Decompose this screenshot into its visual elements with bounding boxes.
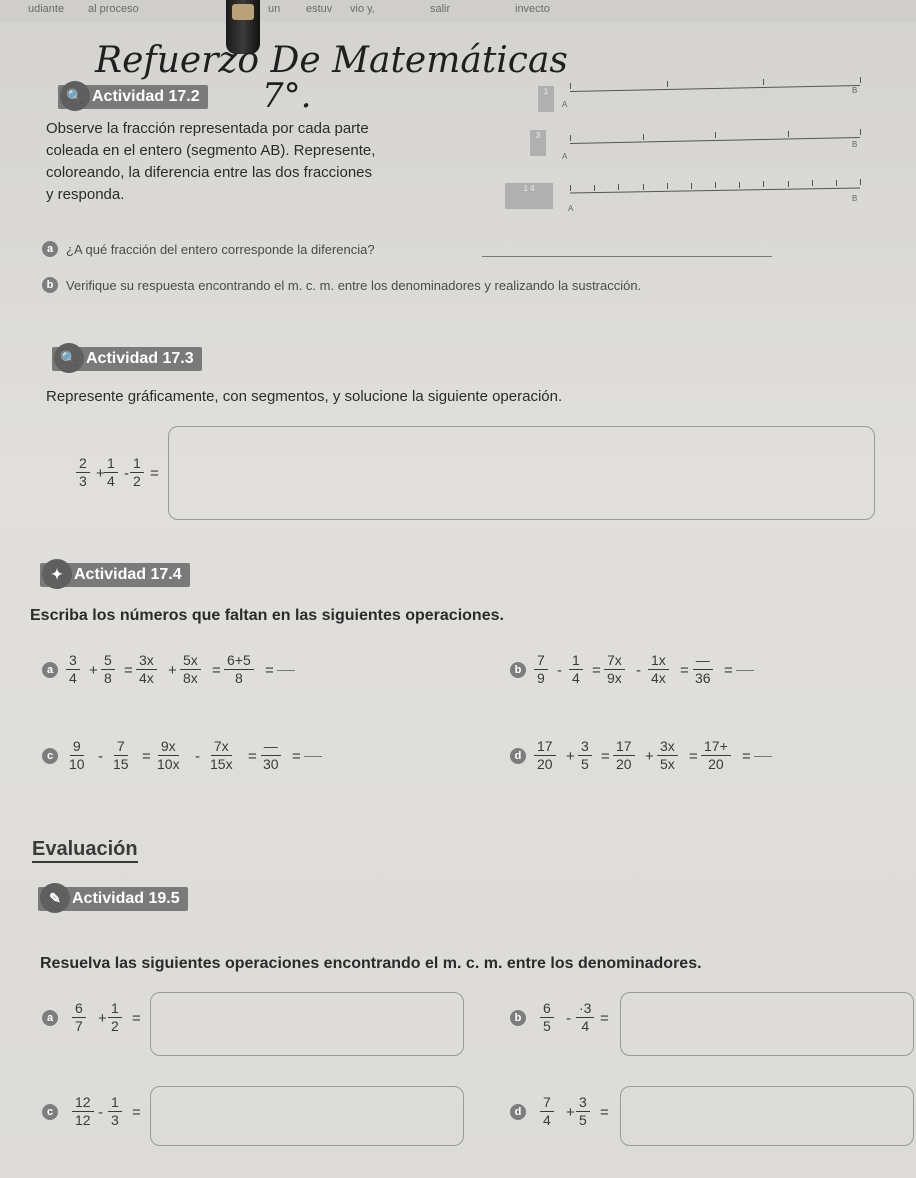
- answer-box-d[interactable]: [620, 1086, 914, 1146]
- operator: +: [89, 662, 98, 679]
- activity-badge-17-2: [58, 85, 208, 109]
- handwritten-title: Refuerzo De Matemáticas: [95, 40, 568, 81]
- segment-ab-2: [570, 137, 860, 144]
- fraction: [569, 652, 583, 687]
- strip-text: un: [268, 3, 281, 15]
- segment-tick: [860, 179, 861, 185]
- instruction-17-3: Represente gráficamente, con segmentos, y solucione la siguiente operación.: [46, 388, 563, 405]
- operator: +: [645, 748, 654, 765]
- segment-tick: [570, 185, 571, 191]
- answer-box-b[interactable]: [620, 992, 914, 1056]
- denominator: 36: [695, 670, 711, 686]
- denominator: 9: [537, 670, 545, 686]
- denominator: 4: [543, 1112, 551, 1128]
- answer-box-a[interactable]: [150, 992, 464, 1056]
- fraction: [66, 738, 88, 773]
- pencil-icon: ✎: [40, 883, 70, 913]
- denominator: 8: [104, 670, 112, 686]
- instruction-line: Observe la fracción representada por cada parte: [46, 120, 369, 137]
- denominator: 3: [111, 1112, 119, 1128]
- segment-tick: [594, 185, 595, 191]
- fraction: [108, 1000, 122, 1035]
- operator: -: [636, 662, 641, 679]
- operator: =: [680, 662, 689, 679]
- numerator: ·3: [576, 1000, 594, 1018]
- operator: =: [212, 662, 221, 679]
- segment-tick: [739, 182, 740, 188]
- denominator: 5: [581, 756, 589, 772]
- segment-tick: [715, 132, 716, 138]
- fraction: [104, 455, 118, 490]
- instruction-line: coloreando, la diferencia entre las dos fracciones: [46, 164, 373, 181]
- point-a-label: A: [562, 100, 568, 109]
- previous-page-strip: [0, 0, 916, 22]
- badge-label: Actividad 17.3: [86, 350, 194, 367]
- operator: =: [689, 748, 698, 765]
- operator: =: [592, 662, 601, 679]
- operator: -: [124, 465, 129, 482]
- operator: =: [265, 662, 274, 679]
- operator: +: [96, 465, 105, 482]
- point-a-label: A: [568, 204, 574, 213]
- numerator: 17+: [701, 738, 731, 756]
- numerator: 3: [576, 1094, 590, 1112]
- denominator: 9x: [607, 670, 622, 686]
- numerator: —: [693, 652, 713, 670]
- denominator: 15: [113, 756, 129, 772]
- segment-tick: [763, 79, 764, 85]
- mini-num: 1: [543, 87, 549, 96]
- denominator: 10: [69, 756, 85, 772]
- instruction-line: y responda.: [46, 186, 125, 203]
- item-letter-c: c: [42, 1104, 58, 1120]
- denominator: 4x: [139, 670, 154, 686]
- fraction: [110, 738, 132, 773]
- segment-tick: [691, 183, 692, 189]
- numerator: 7: [534, 652, 548, 670]
- answer-blank[interactable]: [304, 756, 322, 757]
- segment-tick: [618, 184, 619, 190]
- evaluacion-heading: Evaluación: [32, 838, 138, 863]
- denominator: 4x: [651, 670, 666, 686]
- denominator: 2: [111, 1018, 119, 1034]
- numerator: 9: [70, 738, 84, 756]
- segment-tick: [763, 181, 764, 187]
- numerator: 1: [569, 652, 583, 670]
- strip-text: salir: [430, 3, 451, 15]
- numerator: 6: [72, 1000, 86, 1018]
- segment-tick: [715, 182, 716, 188]
- numerator: 1: [104, 455, 118, 473]
- item-letter-c: c: [42, 748, 58, 764]
- fraction: [108, 1094, 122, 1129]
- segment-ab-3: [570, 187, 860, 193]
- denominator: 5: [579, 1112, 587, 1128]
- fraction: [576, 1094, 590, 1129]
- denominator: 7: [75, 1018, 83, 1034]
- operator: =: [292, 748, 301, 765]
- strip-text: udiante: [28, 3, 65, 15]
- operator: =: [600, 1104, 609, 1121]
- segment-tick: [667, 81, 668, 87]
- fraction: [576, 1000, 594, 1035]
- operator: +: [566, 1104, 575, 1121]
- numerator: 1x: [648, 652, 669, 670]
- magnifier-icon: 🔍: [54, 343, 84, 373]
- item-letter-d: d: [510, 1104, 526, 1120]
- activity-badge-17-3: [52, 347, 202, 371]
- segment-tick: [788, 181, 789, 187]
- operator: =: [142, 748, 151, 765]
- instruction-17-4: Escriba los números que faltan en las siguientes operaciones.: [30, 607, 504, 624]
- fraction: [180, 652, 201, 687]
- segment-tick: [812, 180, 813, 186]
- segment-tick: [643, 134, 644, 140]
- numerator: 1: [108, 1000, 122, 1018]
- segment-ab-1: [570, 85, 860, 92]
- fraction: [76, 455, 90, 490]
- fraction: [534, 738, 556, 773]
- badge-label: Actividad 17.4: [74, 566, 182, 583]
- denominator: 20: [616, 756, 632, 772]
- numerator: 6: [540, 1000, 554, 1018]
- denominator: 4: [572, 670, 580, 686]
- badge-label: Actividad 17.2: [92, 88, 200, 105]
- fraction: [130, 455, 144, 490]
- badge-label: Actividad 19.5: [72, 890, 180, 907]
- operator: -: [98, 748, 103, 765]
- point-b-label: B: [852, 194, 858, 203]
- operator: -: [557, 662, 562, 679]
- denominator: 20: [708, 756, 724, 772]
- numerator: 9x: [158, 738, 179, 756]
- handwritten-grade: 7°.: [262, 76, 312, 116]
- denominator: 12: [75, 1112, 91, 1128]
- denominator: 4: [69, 670, 77, 686]
- strip-text: al proceso: [88, 3, 139, 15]
- mini-fraction-2: [530, 130, 546, 156]
- numerator: 3: [578, 738, 592, 756]
- segment-tick: [836, 180, 837, 186]
- fraction: [701, 738, 731, 773]
- fraction: [534, 652, 548, 687]
- operator: =: [600, 1010, 609, 1027]
- item-letter-b: b: [510, 1010, 526, 1026]
- fraction: [578, 738, 592, 773]
- operator: +: [98, 1010, 107, 1027]
- numerator: —: [261, 738, 281, 756]
- item-letter-a: a: [42, 1010, 58, 1026]
- activity-badge-17-4: [40, 563, 190, 587]
- segment-tick: [667, 183, 668, 189]
- instruction-19-5: Resuelva las siguientes operaciones encontrando el m. c. m. entre los denominadores.: [40, 955, 702, 972]
- denominator: 15x: [210, 756, 233, 772]
- answer-box-c[interactable]: [150, 1086, 464, 1146]
- numerator: 17: [613, 738, 635, 756]
- denominator: 2: [133, 473, 141, 489]
- fraction: [692, 652, 714, 687]
- operator: -: [98, 1104, 103, 1121]
- numerator: 5x: [180, 652, 201, 670]
- fraction: [657, 738, 678, 773]
- segment-tick: [860, 77, 861, 83]
- point-a-label: A: [562, 152, 568, 161]
- strip-text: estuv: [306, 3, 333, 15]
- answer-box-17-3[interactable]: [168, 426, 875, 520]
- operator: =: [132, 1104, 141, 1121]
- operator: =: [150, 465, 159, 482]
- denominator: 3: [79, 473, 87, 489]
- operator: =: [132, 1010, 141, 1027]
- point-b-label: B: [852, 86, 858, 95]
- denominator: 8x: [183, 670, 198, 686]
- mini-num: 3: [535, 131, 541, 140]
- operator: =: [601, 748, 610, 765]
- fraction: [260, 738, 282, 773]
- item-letter-a: a: [42, 662, 58, 678]
- segment-tick: [788, 131, 789, 137]
- instruction-line: coleada en el entero (segmento AB). Represente,: [46, 142, 376, 159]
- numerator: 5: [101, 652, 115, 670]
- denominator: 10x: [157, 756, 180, 772]
- activity-badge-19-5: [38, 887, 188, 911]
- strip-text: vio y,: [350, 3, 375, 15]
- numerator: 1: [108, 1094, 122, 1112]
- fraction: [136, 652, 157, 687]
- numerator: 17: [534, 738, 556, 756]
- answer-blank[interactable]: [754, 756, 772, 757]
- numerator: 7: [114, 738, 128, 756]
- numerator: 1: [130, 455, 144, 473]
- fraction: [613, 738, 635, 773]
- question-b: Verifique su respuesta encontrando el m. c. m. entre los denominadores y realizando la sustracción.: [66, 278, 642, 293]
- operator: =: [742, 748, 751, 765]
- item-letter-a: a: [42, 241, 58, 257]
- fraction: [648, 652, 669, 687]
- instruction-17-2: [46, 118, 375, 206]
- fraction: [154, 738, 183, 773]
- answer-blank[interactable]: [736, 670, 754, 671]
- denominator: 4: [107, 473, 115, 489]
- denominator: 5: [543, 1018, 551, 1034]
- mini-fraction-1: [538, 86, 554, 112]
- question-a: ¿A qué fracción del entero corresponde la diferencia?: [66, 242, 375, 257]
- strip-text: invecto: [515, 3, 550, 15]
- numerator: 12: [72, 1094, 94, 1112]
- star-icon: ✦: [42, 559, 72, 589]
- numerator: 3: [66, 652, 80, 670]
- mini-num: 1 4: [523, 184, 535, 193]
- numerator: 7x: [211, 738, 232, 756]
- denominator: 5x: [660, 756, 675, 772]
- fraction: [72, 1094, 94, 1129]
- fraction: [224, 652, 254, 687]
- denominator: 30: [263, 756, 279, 772]
- denominator: 8: [234, 670, 243, 686]
- item-letter-d: d: [510, 748, 526, 764]
- answer-blank[interactable]: [277, 670, 295, 671]
- operator: +: [566, 748, 575, 765]
- mini-fraction-3: [505, 183, 553, 209]
- fraction: [72, 1000, 86, 1035]
- answer-line-a[interactable]: [482, 256, 772, 257]
- segment-tick: [643, 184, 644, 190]
- numerator: 3x: [657, 738, 678, 756]
- operator: =: [724, 662, 733, 679]
- segment-tick: [570, 135, 571, 141]
- denominator: 4: [581, 1018, 590, 1034]
- operator: +: [168, 662, 177, 679]
- operator: =: [248, 748, 257, 765]
- item-letter-b: b: [42, 277, 58, 293]
- fraction: [101, 652, 115, 687]
- numerator: 6+5: [224, 652, 254, 670]
- fraction: [207, 738, 236, 773]
- point-b-label: B: [852, 140, 858, 149]
- fraction: [66, 652, 80, 687]
- fraction: [540, 1000, 554, 1035]
- magnifier-icon: 🔍: [60, 81, 90, 111]
- numerator: 2: [76, 455, 90, 473]
- numerator: 7x: [604, 652, 625, 670]
- numerator: 7: [540, 1094, 554, 1112]
- fraction: [604, 652, 625, 687]
- operator: =: [124, 662, 133, 679]
- item-letter-b: b: [510, 662, 526, 678]
- denominator: 20: [537, 756, 553, 772]
- operator: -: [566, 1010, 571, 1027]
- fraction: [540, 1094, 554, 1129]
- numerator: 3x: [136, 652, 157, 670]
- segment-tick: [860, 129, 861, 135]
- segment-tick: [570, 83, 571, 89]
- operator: -: [195, 748, 200, 765]
